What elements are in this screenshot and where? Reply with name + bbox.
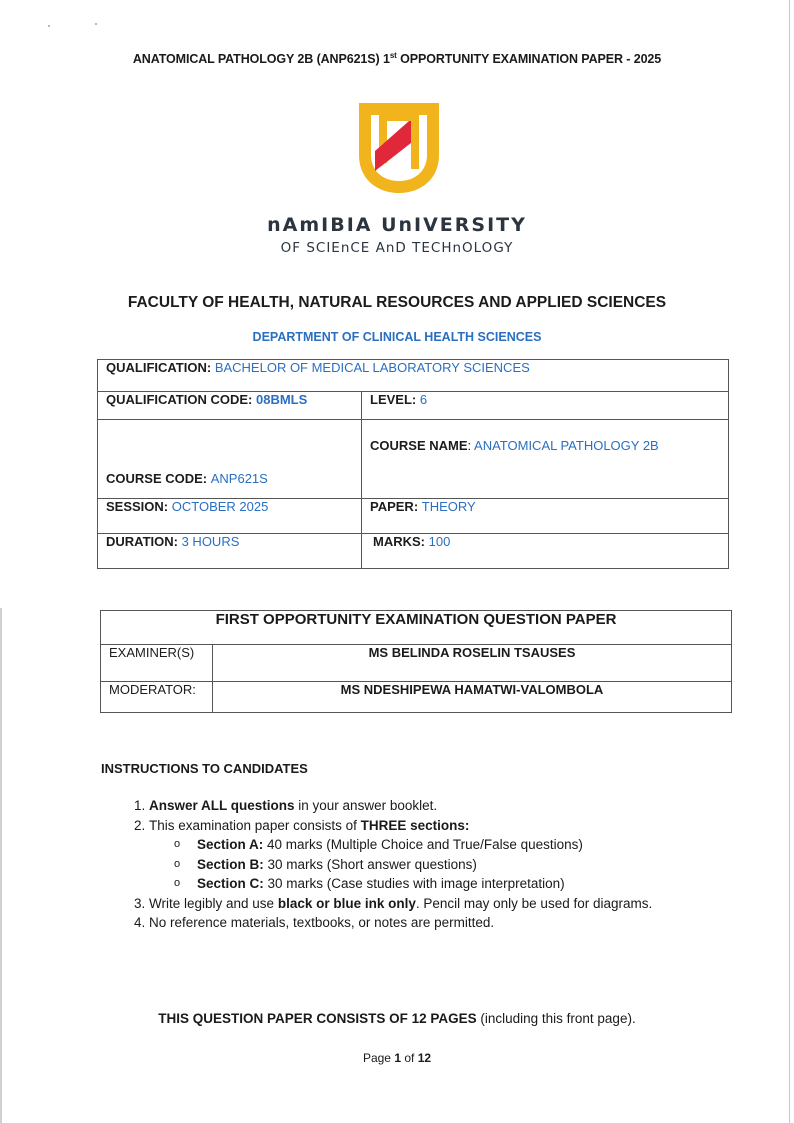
- header-course-text: ANATOMICAL PATHOLOGY 2B (ANP621S) 1: [132, 52, 390, 67]
- circle-bullet-icon: o: [174, 877, 181, 889]
- course-code-label: COURSE CODE:: [106, 471, 211, 486]
- row-duration-marks: [98, 534, 729, 569]
- circle-bullet-icon: o: [174, 838, 181, 850]
- scan-speck: [95, 23, 97, 25]
- instruction-bold: Answer ALL questions: [149, 798, 295, 813]
- qualification-code-label: QUALIFICATION CODE:: [106, 392, 256, 407]
- university-subtitle: OF SCIEnCE AnD TECHnOLOGY: [280, 240, 514, 256]
- instruction-text: . Pencil may only be used for diagrams.: [415, 895, 653, 911]
- instruction-bold: black or blue ink only: [277, 895, 416, 911]
- level-label: LEVEL:: [370, 392, 420, 407]
- duration-label: DURATION:: [106, 534, 182, 549]
- nust-shield-logo-icon: [355, 99, 443, 197]
- section-item: [174, 855, 749, 875]
- page-total: 12: [417, 1051, 432, 1065]
- section-label: Section C:: [197, 876, 264, 891]
- instruction-bold: THREE sections:: [360, 817, 470, 833]
- instruction-item: [149, 816, 749, 894]
- page-of: of: [401, 1051, 418, 1065]
- course-info-table: [97, 359, 729, 569]
- section-item: [174, 874, 749, 894]
- paper-label: PAPER:: [370, 499, 422, 514]
- instructions-title: INSTRUCTIONS TO CANDIDATES: [101, 761, 308, 776]
- section-label: Section B:: [197, 856, 264, 872]
- instruction-text: This examination paper consists of: [149, 817, 361, 833]
- qualification-value: BACHELOR OF MEDICAL LABORATORY SCIENCES: [214, 360, 530, 375]
- cell-course-name: [362, 420, 729, 499]
- instructions-list: [125, 796, 749, 933]
- examiner-table: [100, 610, 732, 713]
- header-ordinal: st: [389, 51, 397, 60]
- page-count-bold: THIS QUESTION PAPER CONSISTS OF 12 PAGES: [158, 1011, 477, 1026]
- header-exam-text: OPPORTUNITY EXAMINATION PAPER - 2025: [396, 52, 662, 67]
- marks-value: 100: [428, 534, 451, 549]
- cell-qualification-code: [98, 392, 362, 420]
- exam-title-row: [101, 611, 732, 645]
- marks-label: MARKS:: [373, 534, 429, 549]
- qualification-label: QUALIFICATION:: [106, 360, 215, 375]
- examiner-row: [101, 645, 732, 682]
- instruction-item: [149, 913, 749, 933]
- row-code-level: [98, 392, 729, 420]
- exam-paper-title: FIRST OPPORTUNITY EXAMINATION QUESTION PAPER: [101, 611, 732, 645]
- faculty-title: FACULTY OF HEALTH, NATURAL RESOURCES AND APPLIED SCIENCES: [127, 294, 667, 311]
- row-course: [98, 420, 729, 499]
- scan-edge-left: [0, 608, 2, 1123]
- instruction-item: [149, 796, 749, 816]
- moderator-row: [101, 682, 732, 713]
- sections-list: [149, 835, 749, 894]
- instruction-text: No reference materials, textbooks, or notes are permitted.: [149, 915, 495, 930]
- instruction-text: in your answer booklet.: [294, 798, 438, 813]
- department-title: DEPARTMENT OF CLINICAL HEALTH SCIENCES: [252, 330, 542, 344]
- course-name-label: COURSE NAME: [370, 438, 468, 453]
- university-name: nAmIBIA UnIVERSITY: [267, 214, 527, 236]
- section-text: 30 marks (Case studies with image interpretation): [263, 876, 565, 891]
- cell-qualification: [98, 360, 729, 392]
- running-header: [0, 51, 794, 66]
- page-count-text: (including this front page).: [476, 1011, 636, 1026]
- cell-session: [98, 499, 362, 534]
- page-number: [0, 1051, 794, 1065]
- duration-value: 3 HOURS: [181, 534, 240, 549]
- instruction-text: Write legibly and use: [149, 895, 278, 911]
- moderator-label: MODERATOR:: [101, 682, 213, 713]
- page-count-note: [0, 1011, 794, 1026]
- scan-speck: [48, 25, 50, 27]
- examiner-name: MS BELINDA ROSELIN TSAUSES: [213, 645, 732, 682]
- cell-marks: [362, 534, 729, 569]
- paper-value: THEORY: [421, 499, 476, 514]
- page-current: 1: [394, 1051, 401, 1065]
- course-name-separator: :: [467, 438, 475, 453]
- scan-edge-right: [789, 0, 790, 1123]
- examiner-label: EXAMINER(S): [101, 645, 213, 682]
- circle-bullet-icon: o: [174, 857, 181, 870]
- cell-level: [362, 392, 729, 420]
- section-text: 40 marks (Multiple Choice and True/False questions): [263, 837, 583, 852]
- session-value: OCTOBER 2025: [171, 499, 269, 514]
- session-label: SESSION:: [106, 499, 172, 514]
- level-value: 6: [419, 392, 428, 407]
- cell-course-code: [98, 420, 362, 499]
- cell-duration: [98, 534, 362, 569]
- moderator-name: MS NDESHIPEWA HAMATWI-VALOMBOLA: [213, 682, 732, 713]
- course-name-value: ANATOMICAL PATHOLOGY 2B: [474, 438, 659, 453]
- page-prefix: Page: [362, 1051, 395, 1065]
- cell-paper: [362, 499, 729, 534]
- row-qualification: [98, 360, 729, 392]
- section-label: Section A:: [197, 837, 264, 852]
- section-text: 30 marks (Short answer questions): [263, 856, 477, 872]
- qualification-code-value: 08BMLS: [255, 392, 308, 407]
- row-session-paper: [98, 499, 729, 534]
- section-item: [174, 835, 749, 855]
- instruction-item: [149, 894, 749, 914]
- course-code-value: ANP621S: [210, 471, 268, 486]
